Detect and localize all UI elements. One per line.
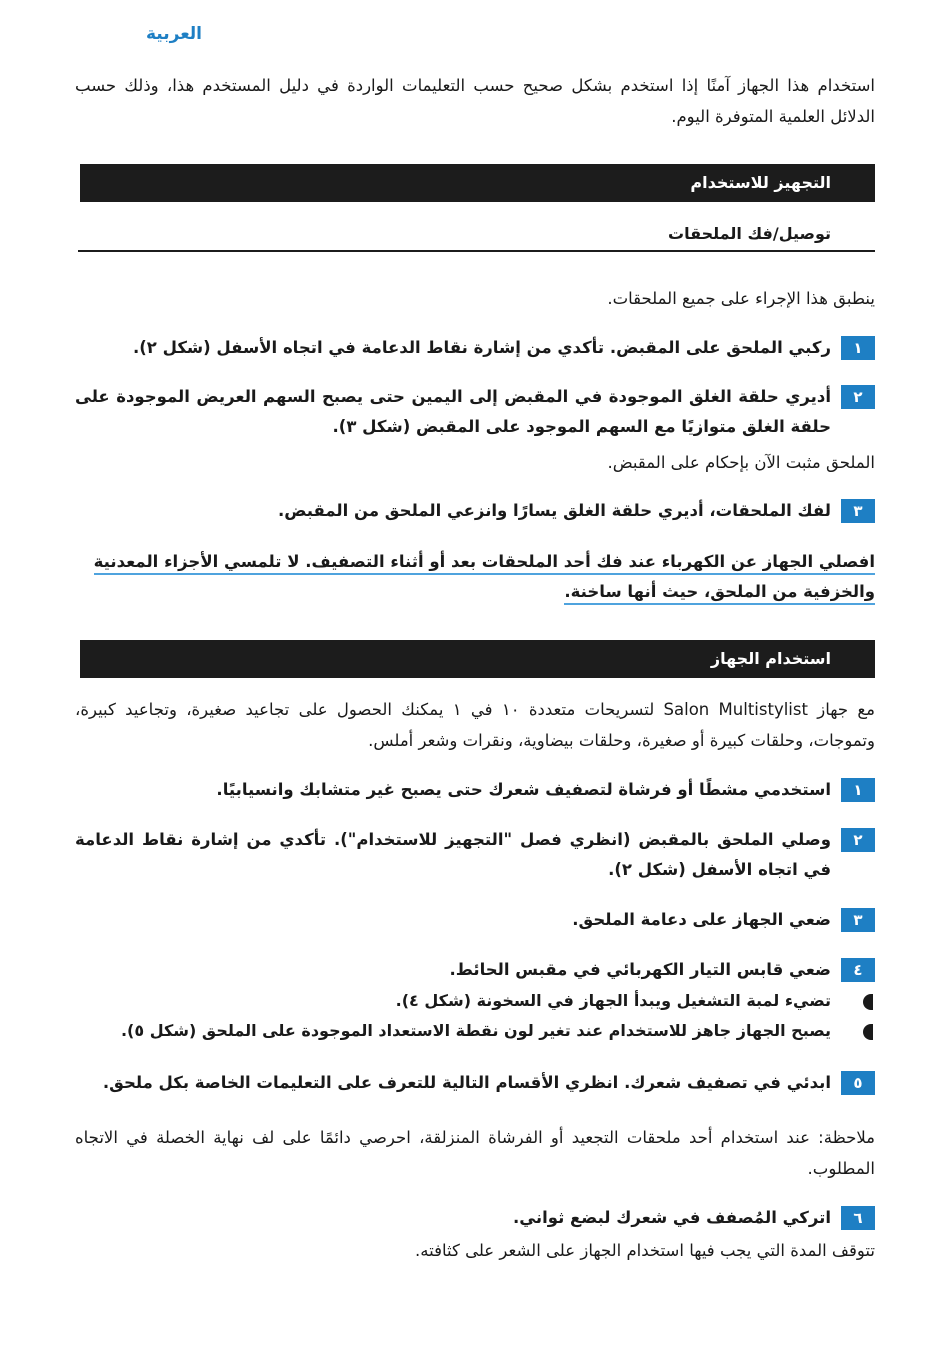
step-text: لفك الملحقات، أديري حلقة الغلق يسارًا وانزعي الملحق من المقبض. bbox=[277, 501, 831, 520]
step-text: وصلي الملحق بالمقبض (انظري فصل "التجهيز للاستخدام"). تأكدي من إشارة نقاط الدعامة في اتجاه الأسفل (شكل ٢). bbox=[75, 830, 831, 879]
step-number-badge: ٢ bbox=[841, 385, 875, 409]
bullet-icon bbox=[863, 1024, 873, 1040]
warning-text: افصلي الجهاز عن الكهرباء عند فك أحد الملحقات بعد أو أثناء التصفيف. لا تلمسي الأجزاء المعدنية والخزفية من الملحق، حيث أنها ساخنة. bbox=[94, 552, 875, 605]
use-step-3 bbox=[75, 905, 875, 935]
note-paragraph: ملاحظة: عند استخدام أحد ملحقات التجعيد أو الفرشاة المنزلقة، احرصي دائمًا على لف نهاية الخصلة في الاتجاه المطلوب. bbox=[75, 1128, 875, 1178]
section-title-preparing: التجهيز للاستخدام bbox=[80, 164, 875, 202]
bullet-text: تضيء لمبة التشغيل ويبدأ الجهاز في السخونة (شكل ٤). bbox=[395, 991, 831, 1010]
section-title-using: استخدام الجهاز bbox=[80, 640, 875, 678]
prep-step-2 bbox=[75, 382, 875, 442]
step-text: ركبي الملحق على المقبض. تأكدي من إشارة نقاط الدعامة في اتجاه الأسفل (شكل ٢). bbox=[132, 338, 831, 357]
intro-paragraph: استخدام هذا الجهاز آمنًا إذا استخدم بشكل صحيح حسب التعليمات الواردة في دليل المستخدم هذا، وذلك حسب الدلائل العلمية المتوفرة اليوم. bbox=[75, 76, 875, 126]
step-number-badge: ٥ bbox=[841, 1071, 875, 1095]
step-number-badge: ٦ bbox=[841, 1206, 875, 1230]
fixed-note-paragraph: الملحق مثبت الآن بإحكام على المقبض. bbox=[607, 453, 875, 472]
bullet-icon bbox=[863, 994, 873, 1010]
use-step-2 bbox=[75, 825, 875, 885]
step-number-badge: ٤ bbox=[841, 958, 875, 982]
warning-paragraph bbox=[75, 547, 875, 607]
step-number-badge: ٢ bbox=[841, 828, 875, 852]
subsection-title-attachments: توصيل/فك الملحقات bbox=[78, 216, 875, 252]
use-step-1 bbox=[75, 775, 875, 805]
use-step-4 bbox=[75, 955, 875, 985]
prep-step-3 bbox=[75, 496, 875, 526]
step-text: استخدمي مشطًا أو فرشاة لتصفيف شعرك حتى يصبح غير متشابك وانسيابيًا. bbox=[216, 780, 831, 799]
step-text: ضعي قابس التيار الكهربائي في مقبس الحائط. bbox=[449, 960, 831, 979]
step-text: أديري حلقة الغلق الموجودة في المقبض إلى اليمين حتى يصبح السهم العريض الموجودة على حلقة الغلق متوازيًا مع السهم الموجود على المقبض (شكل ٣). bbox=[75, 387, 831, 436]
using-intro-paragraph: مع جهاز Salon Multistylist لتسريحات متعددة ١٠ في ١ يمكنك الحصول على تجاعيد صغيرة، وتجاعيد كبيرة، وتموجات، وحلقات كبيرة أو صغيرة، وحلقات بيضاوية، ونقرات وشعر أملس. bbox=[75, 700, 875, 750]
bullet-item bbox=[75, 1016, 875, 1046]
step-number-badge: ٣ bbox=[841, 499, 875, 523]
step-text: ضعي الجهاز على دعامة الملحق. bbox=[572, 910, 831, 929]
applies-paragraph: ينطبق هذا الإجراء على جميع الملحقات. bbox=[607, 289, 875, 308]
prep-step-1 bbox=[75, 333, 875, 363]
language-label: العربية bbox=[145, 24, 202, 44]
use-step-6 bbox=[75, 1203, 875, 1233]
use-step-5 bbox=[75, 1068, 875, 1098]
duration-paragraph: تتوقف المدة التي يجب فيها استخدام الجهاز على الشعر على كثافته. bbox=[415, 1241, 875, 1260]
step-text: اتركي المُصفف في شعرك لبضع ثواني. bbox=[512, 1208, 831, 1227]
bullet-text: يصبح الجهاز جاهز للاستخدام عند تغير لون نقطة الاستعداد الموجودة على الملحق (شكل ٥). bbox=[120, 1021, 831, 1040]
step-text: ابدئي في تصفيف شعرك. انظري الأقسام التالية للتعرف على التعليمات الخاصة بكل ملحق. bbox=[102, 1073, 831, 1092]
bullet-item bbox=[75, 986, 875, 1016]
step-number-badge: ٣ bbox=[841, 908, 875, 932]
step-number-badge: ١ bbox=[841, 336, 875, 360]
step-number-badge: ١ bbox=[841, 778, 875, 802]
